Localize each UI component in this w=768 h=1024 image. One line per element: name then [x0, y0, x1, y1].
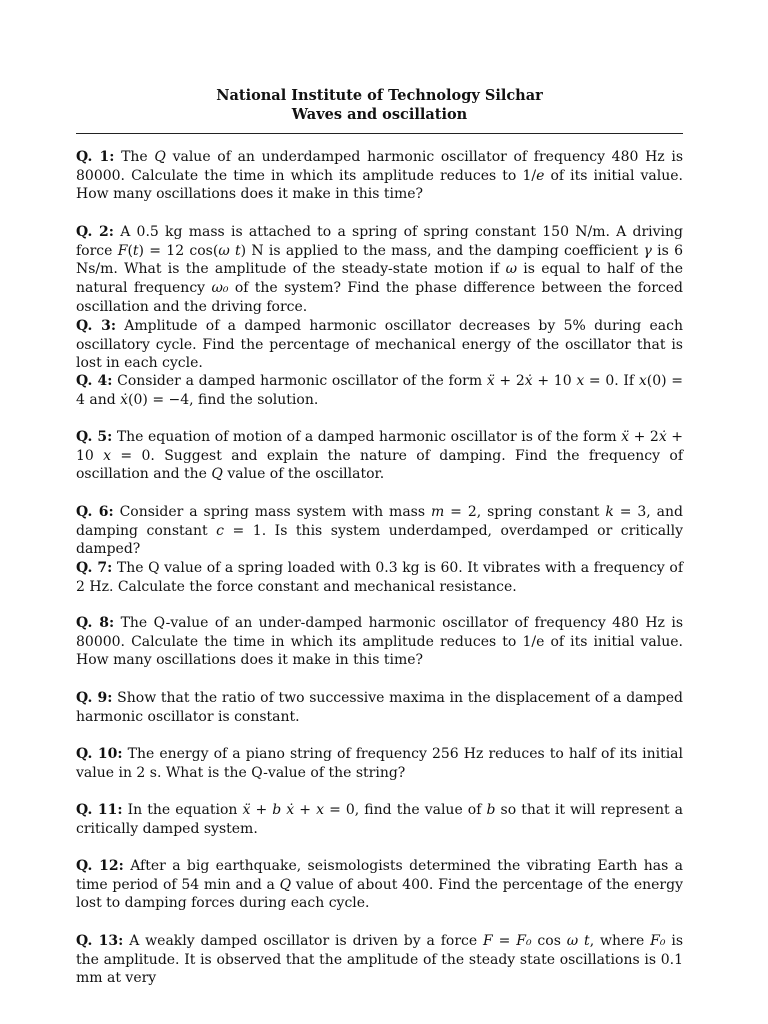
math-term: γ [643, 242, 652, 259]
question-text: A weakly damped oscillator is driven by a force [129, 933, 484, 949]
question-text: of the system? Find the phase difference between the forced oscillation and the driving force. [76, 280, 683, 315]
question-number: Q. 3: [76, 318, 116, 334]
question-6 [76, 503, 683, 559]
math-term: ẍ [242, 802, 251, 818]
question-text: so that it will represent a critically damped system. [76, 802, 684, 837]
question-number: Q. 13: [76, 933, 124, 949]
question-text: Amplitude of a damped harmonic oscillator decreases by 5% during each oscillatory cycle. Find the percentage of mechanical energy of the oscillator that is lost in each cycle. [76, 318, 683, 372]
math-term: F [117, 242, 128, 259]
question-number: Q. 11: [76, 802, 123, 818]
question-number: Q. 10: [76, 746, 123, 762]
question-number: Q. 12: [76, 858, 124, 874]
question-number: Q. 2: [76, 224, 114, 240]
math-term: Q [211, 466, 223, 483]
question-text: = [492, 933, 517, 949]
question-text: ) N is applied to the mass, and the damping coefficient [240, 242, 644, 259]
question-text: + 10 [76, 429, 683, 464]
question-text: value of about 400. Find the percentage of the energy lost to damping forces during each cycle. [76, 876, 683, 912]
question-text: = 3, and damping constant [76, 504, 683, 539]
question-text: of its initial value. How many oscillations does it make in this time? [76, 167, 683, 203]
question-text: (0) = −4, find the solution. [128, 391, 319, 408]
math-term: k [605, 504, 614, 520]
math-term: ω₀ [211, 280, 229, 297]
question-text: A 0.5 kg mass is attached to a spring of spring constant 150 N/m. A driving force [76, 224, 684, 259]
question-text: cos [531, 933, 567, 949]
math-term: m [430, 504, 445, 520]
question-text: Show that the ratio of two successive maxima in the displacement of a damped harmonic oscillator is constant. [76, 690, 684, 725]
question-3 [76, 317, 683, 373]
question-text: In the equation [127, 802, 243, 818]
question-2 [76, 223, 683, 317]
question-text: + 10 [532, 373, 577, 389]
question-number: Q. 6: [76, 504, 114, 520]
question-12 [76, 857, 683, 913]
question-number: Q. 7: [76, 560, 113, 576]
math-term: b ẋ [272, 802, 295, 818]
math-term: t [132, 242, 139, 259]
institute-title: National Institute of Technology Silchar [216, 87, 543, 104]
question-13 [76, 932, 683, 988]
question-number: Q. 9: [76, 690, 113, 706]
question-1 [76, 148, 683, 204]
question-text: is 6 Ns/m. What is the amplitude of the steady-state motion if [76, 242, 683, 278]
math-term: b [486, 802, 496, 818]
question-text: + 2 [629, 429, 659, 445]
question-text: + [250, 802, 273, 818]
math-term: ẋ [524, 373, 533, 389]
question-text: The equation of motion of a damped harmonic oscillator is of the form [116, 429, 622, 445]
question-number: Q. 1: [76, 149, 115, 165]
question-4 [76, 372, 683, 409]
question-7 [76, 559, 683, 596]
math-term: ẋ [658, 429, 667, 445]
question-text: (0) = 4 and [76, 373, 683, 408]
question-text: value of the oscillator. [222, 466, 385, 483]
question-text: is equal to half of the natural frequency [76, 261, 683, 297]
math-term: x [103, 447, 112, 464]
question-text: , where [589, 933, 651, 949]
question-text: = 0. Suggest and explain the nature of damping. Find the frequency of oscillation and the [76, 447, 683, 483]
math-term: F₀ [650, 933, 666, 949]
header-rule [76, 133, 683, 134]
math-term: ω t [566, 933, 590, 949]
question-text: is the amplitude. It is observed that the amplitude of the steady state oscillations is 0.1 mm at very [76, 933, 683, 987]
question-8 [76, 614, 683, 670]
math-term: ẋ [120, 391, 129, 408]
math-term: ẍ [486, 373, 495, 389]
math-term: x [316, 802, 324, 818]
math-term: x [638, 373, 647, 389]
question-text: The Q value of a spring loaded with 0.3 kg is 60. It vibrates with a frequency of 2 Hz. Calculate the force constant and mechanical resistance. [76, 560, 684, 595]
math-term: c [216, 522, 224, 539]
math-term: F₀ [516, 933, 532, 949]
math-term: x [576, 373, 585, 389]
math-term: ẍ [621, 429, 630, 445]
course-title: Waves and oscillation [291, 106, 468, 123]
question-number: Q. 8: [76, 615, 115, 631]
question-10 [76, 745, 683, 782]
question-text: + [294, 802, 317, 818]
math-term: Q [154, 149, 166, 165]
question-text: The energy of a piano string of frequency 256 Hz reduces to half of its initial value in 2 s. What is the Q-value of the string? [76, 746, 683, 781]
math-term: ω [505, 261, 517, 278]
math-term: ω t [218, 242, 241, 259]
question-text: Consider a damped harmonic oscillator of the form [117, 373, 487, 389]
question-text: ( [127, 242, 133, 259]
question-number: Q. 4: [76, 373, 113, 389]
question-number: Q. 5: [76, 429, 113, 445]
question-text: ) = 12 cos( [138, 242, 219, 259]
question-text: = 2, spring constant [444, 504, 606, 520]
document-header [76, 86, 683, 124]
question-11 [76, 801, 683, 838]
question-5 [76, 428, 683, 484]
question-text: = 0, find the value of [324, 802, 487, 818]
question-text: The [121, 149, 155, 165]
question-text: value of an underdamped harmonic oscillator of frequency 480 Hz is 80000. Calculate the time in which its amplitude reduces to 1/ [76, 149, 684, 184]
question-text: After a big earthquake, seismologists determined the vibrating Earth has a time period of 54 min and a [76, 858, 683, 893]
question-9 [76, 689, 683, 726]
question-text: = 0. If [584, 373, 639, 389]
question-text: = 1. Is this system underdamped, overdamped or critically damped? [76, 522, 683, 558]
math-term: F [483, 933, 493, 949]
question-text: + 2 [494, 373, 525, 389]
question-text: The Q-value of an under-damped harmonic oscillator of frequency 480 Hz is 80000. Calculate the time in which its amplitude reduces to 1/e of its initial value. How many oscillations does it make in this time? [76, 615, 684, 669]
question-text: Consider a spring mass system with mass [119, 504, 431, 520]
math-term: e [536, 167, 545, 184]
math-term: Q [279, 876, 292, 893]
